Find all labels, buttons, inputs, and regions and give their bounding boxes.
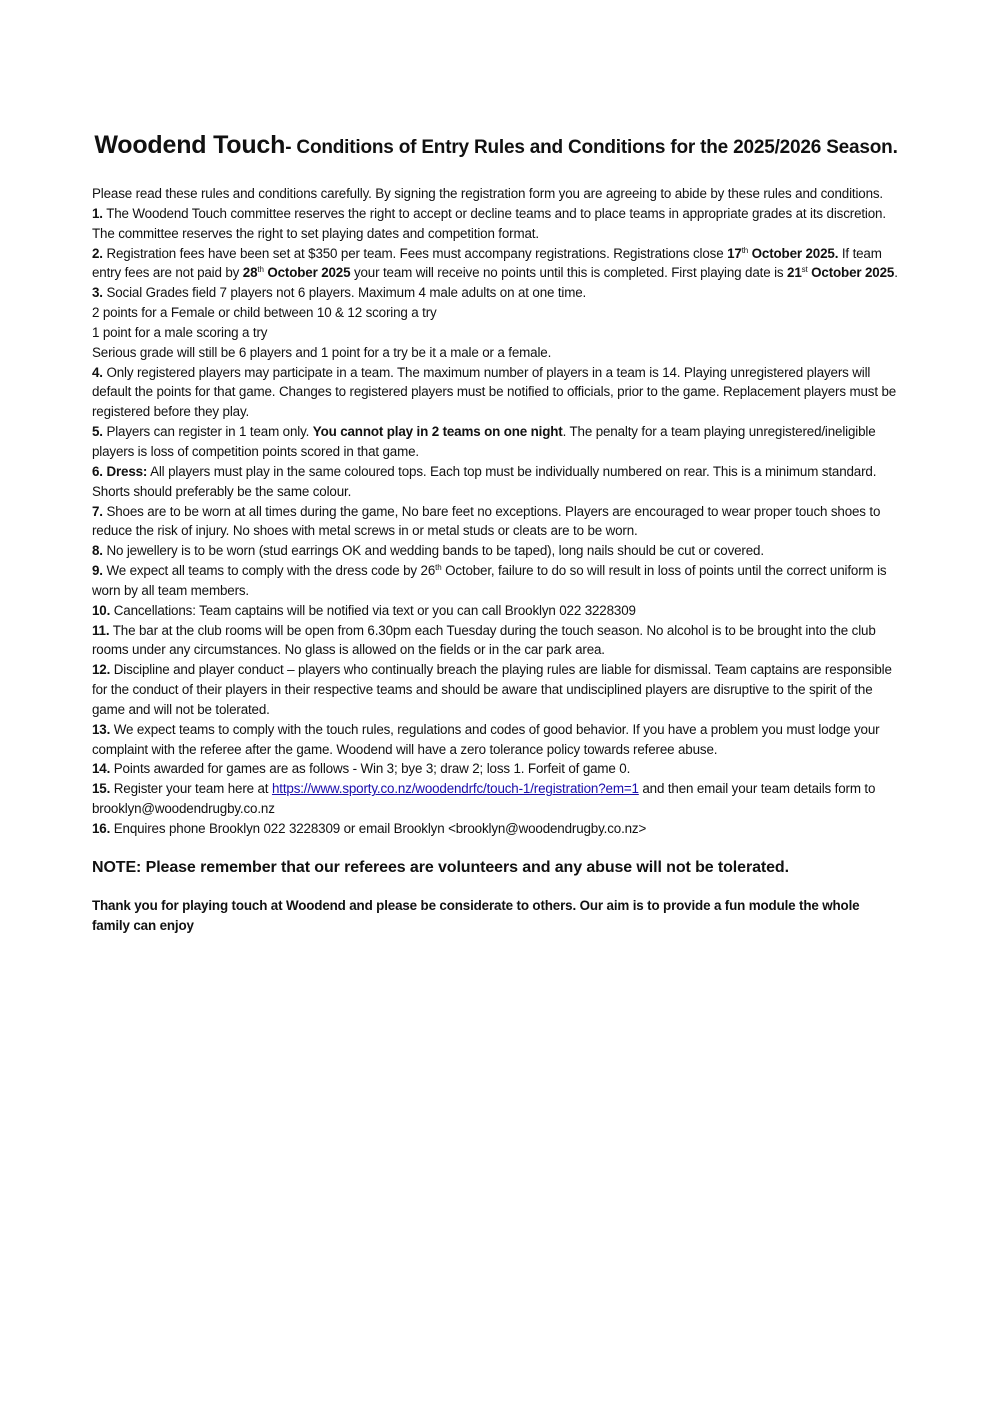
rule-text: Players can register in 1 team only. <box>106 424 313 440</box>
rule-11 <box>92 621 900 661</box>
rule-8 <box>92 541 900 561</box>
rule-text: and then email your team details form to brooklyn@woodendrugby.co.nz <box>92 781 876 817</box>
date-bold: October 2025. <box>748 245 839 261</box>
rule-number: 4. <box>92 364 103 380</box>
rule-number: 1. <box>92 205 103 221</box>
rule-text: Shoes are to be worn at all times during the game, No bare feet no exceptions. Players are encouraged to wear proper touch shoes to reduce the risk of injury. No shoes with metal screws in or metal studs or cleats are to be worn. <box>92 503 881 539</box>
rule-13 <box>92 720 900 760</box>
rule-number: 8. <box>92 543 103 559</box>
rule-text: Discipline and player conduct – players who continually breach the playing rules are liable for dismissal. Team captains are responsible for the conduct of their players in their respective teams and should be aware that undisciplined players are disruptive to the spirit of the game and will not be tolerated. <box>92 662 892 717</box>
rule-14 <box>92 759 900 779</box>
registration-link[interactable]: https://www.sporty.co.nz/woodendrfc/touch-1/registration?em=1 <box>271 781 639 797</box>
date-day: 17 <box>727 245 742 261</box>
title-main: Woodend Touch <box>94 131 286 159</box>
rule-number: 14. <box>92 761 111 777</box>
rule-text: October, failure to do so will result in loss of points until the correct uniform is worn by all team members. <box>92 563 887 598</box>
title-rest: - Conditions of Entry Rules and Conditions for the 2025/2026 Season. <box>285 137 898 158</box>
rule-text: We expect all teams to comply with the dress code by 26 <box>106 563 436 579</box>
rule-number: 11. <box>92 622 110 638</box>
rule-text: The bar at the club rooms will be open from 6.30pm each Tuesday during the touch season. No alcohol is to be brought into the club rooms under any circumstances. No glass is allowed on the fields or in the car park area. <box>92 622 876 658</box>
rule-number: 7. <box>92 503 103 519</box>
rule-12 <box>92 660 900 720</box>
rule-number: 9. <box>92 563 103 579</box>
rule-1 <box>92 204 900 244</box>
rule-number: 5. <box>92 424 103 440</box>
rule-text: Enquires phone Brooklyn 022 3228309 or email Brooklyn <brooklyn@woodendrugby.co.nz> <box>113 821 647 836</box>
date-day: 21 <box>787 265 802 281</box>
date-bold: October 2025 <box>263 265 351 281</box>
referee-note: NOTE: Please remember that our referees are volunteers and any abuse will not be tolerated. <box>92 858 789 876</box>
rule-15 <box>92 779 900 819</box>
date-day: 28 <box>242 265 258 281</box>
rule-number: 16. <box>92 821 111 836</box>
rule-text: We expect teams to comply with the touch rules, regulations and codes of good behavior. If you have a problem you must lodge your complaint with the referee after the game. Woodend will have a zero tolerance policy towards referee abuse. <box>92 721 880 757</box>
rules-body <box>92 184 900 839</box>
rule-emphasis: You cannot play in 2 teams on one night <box>312 424 563 440</box>
rule-3-line-3: 1 point for a male scoring a try <box>92 324 268 340</box>
rule-6 <box>92 462 900 502</box>
rule-3-line-2: 2 points for a Female or child between 10 & 12 scoring a try <box>92 305 437 321</box>
rule-number: 6. <box>92 463 103 479</box>
rule-7 <box>92 502 900 542</box>
rule-2 <box>92 244 900 284</box>
date-bold: October 2025 <box>807 265 895 281</box>
thank-you-message: Thank you for playing touch at Woodend and please be considerate to others. Our aim is to provide a fun module the whole family can enjoy <box>92 897 860 933</box>
ordinal-suffix: st <box>801 265 808 275</box>
rule-5 <box>92 422 900 462</box>
rule-emphasis: Dress: <box>106 463 148 479</box>
rule-text: Points awarded for games are as follows - Win 3; bye 3; draw 2; loss 1. Forfeit of game 0. <box>113 761 631 777</box>
rule-text: Social Grades field 7 players not 6 players. Maximum 4 male adults on at one time. <box>106 285 587 301</box>
rule-text: All players must play in the same coloured tops. Each top must be individually numbered on rear. This is a minimum standard. Shorts should preferably be the same colour. <box>92 463 877 499</box>
rule-3-line-4: Serious grade will still be 6 players and 1 point for a try be it a male or a female. <box>92 344 552 360</box>
rule-number: 2. <box>92 245 103 261</box>
rule-number: 12. <box>92 662 111 678</box>
rule-10 <box>92 601 900 621</box>
rule-text: Register your team here at <box>113 781 272 797</box>
rule-text: Registration fees have been set at $350 per team. Fees must accompany registrations. Registrations close <box>106 245 728 261</box>
rule-number: 15. <box>92 781 111 797</box>
rule-text: . <box>894 265 898 281</box>
rule-text: If team entry fees are not paid by <box>92 245 882 281</box>
rule-text: your team will receive no points until this is completed. First playing date is <box>350 265 788 281</box>
rule-4 <box>92 363 900 423</box>
rule-text: No jewellery is to be worn (stud earrings OK and wedding bands to be taped), long nails should be cut or covered. <box>106 543 764 559</box>
document-title <box>92 130 900 164</box>
rule-3 <box>92 283 900 303</box>
rule-text: Only registered players may participate in a team. The maximum number of players in a team is 14. Playing unregistered players will default the points for that game. Changes to registered players must be notified to officials, prior to the game. Replacement players must be registered before they play. <box>92 364 897 420</box>
rule-text: Cancellations: Team captains will be notified via text or you can call Brooklyn 022 3228309 <box>113 602 636 618</box>
rule-text: The Woodend Touch committee reserves the right to accept or decline teams and to place teams in appropriate grades at its discretion. The committee reserves the right to set playing dates and competition format. <box>92 205 886 241</box>
ordinal-suffix: th <box>435 563 442 573</box>
rule-number: 3. <box>92 285 103 301</box>
rule-text: . The penalty for a team playing unregistered/ineligible players is loss of competition points scored in that game. <box>92 424 876 459</box>
ordinal-suffix: th <box>257 265 264 275</box>
rule-9 <box>92 561 900 601</box>
rule-16 <box>92 819 900 839</box>
intro-paragraph: Please read these rules and conditions carefully. By signing the registration form you are agreeing to abide by these rules and conditions. <box>92 186 884 201</box>
rule-number: 10. <box>92 602 111 618</box>
ordinal-suffix: th <box>741 245 749 255</box>
rule-number: 13. <box>92 721 111 737</box>
